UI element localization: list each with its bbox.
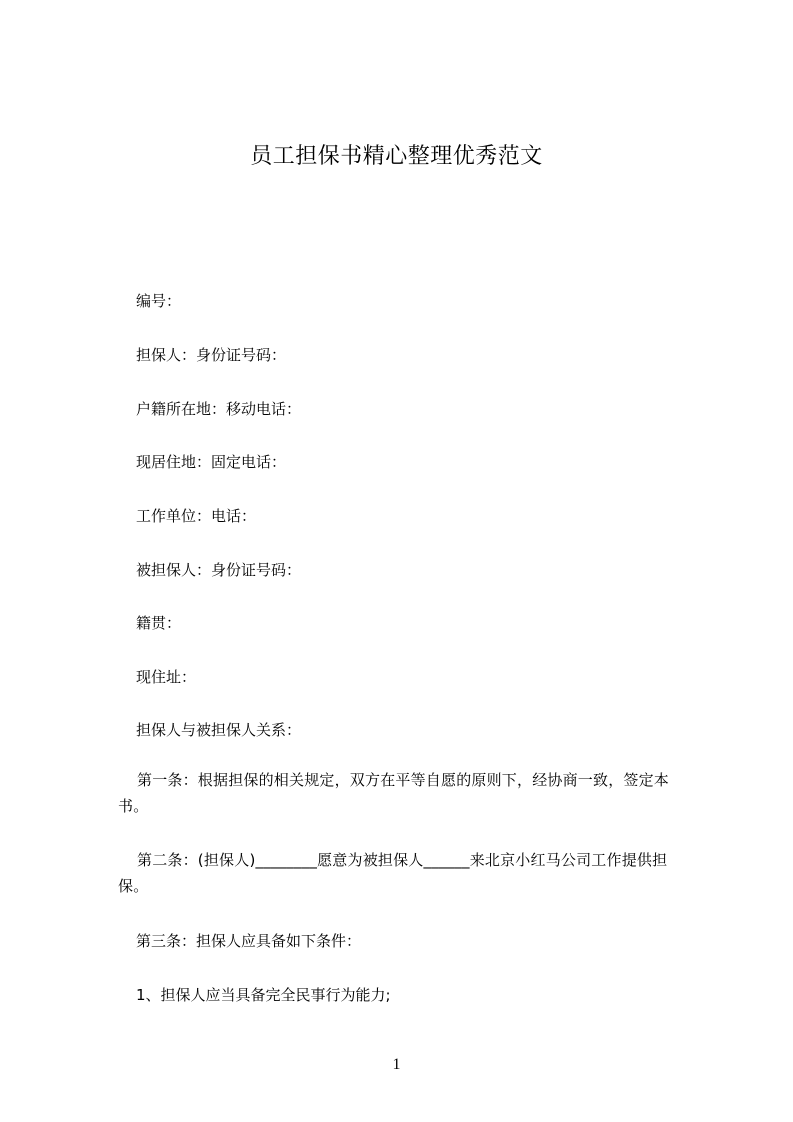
page-number: 1 bbox=[392, 1056, 401, 1073]
field-current-address: 现住址： bbox=[136, 668, 197, 686]
article-3: 第三条：担保人应具备如下条件： bbox=[136, 932, 362, 950]
field-residence: 现居住地：固定电话： bbox=[136, 453, 287, 471]
field-relationship: 担保人与被担保人关系： bbox=[136, 721, 302, 739]
field-native-place: 籍贯： bbox=[136, 614, 182, 632]
article-2: 第二条：(担保人)________愿意为被担保人______来北京小红马公司工作提供担保。 bbox=[118, 851, 668, 895]
article-3-item-1: 1、担保人应当具备完全民事行为能力; bbox=[136, 986, 391, 1004]
document-title: 员工担保书精心整理优秀范文 bbox=[250, 144, 543, 169]
field-employer: 工作单位：电话： bbox=[136, 507, 257, 525]
field-household: 户籍所在地：移动电话： bbox=[136, 400, 302, 418]
field-guarantor: 担保人：身份证号码： bbox=[136, 346, 287, 364]
article-1: 第一条：根据担保的相关规定，双方在平等自愿的原则下，经协商一致，签定本书。 bbox=[118, 771, 670, 815]
field-number: 编号： bbox=[136, 292, 182, 310]
field-guaranteed: 被担保人：身份证号码： bbox=[136, 561, 302, 579]
